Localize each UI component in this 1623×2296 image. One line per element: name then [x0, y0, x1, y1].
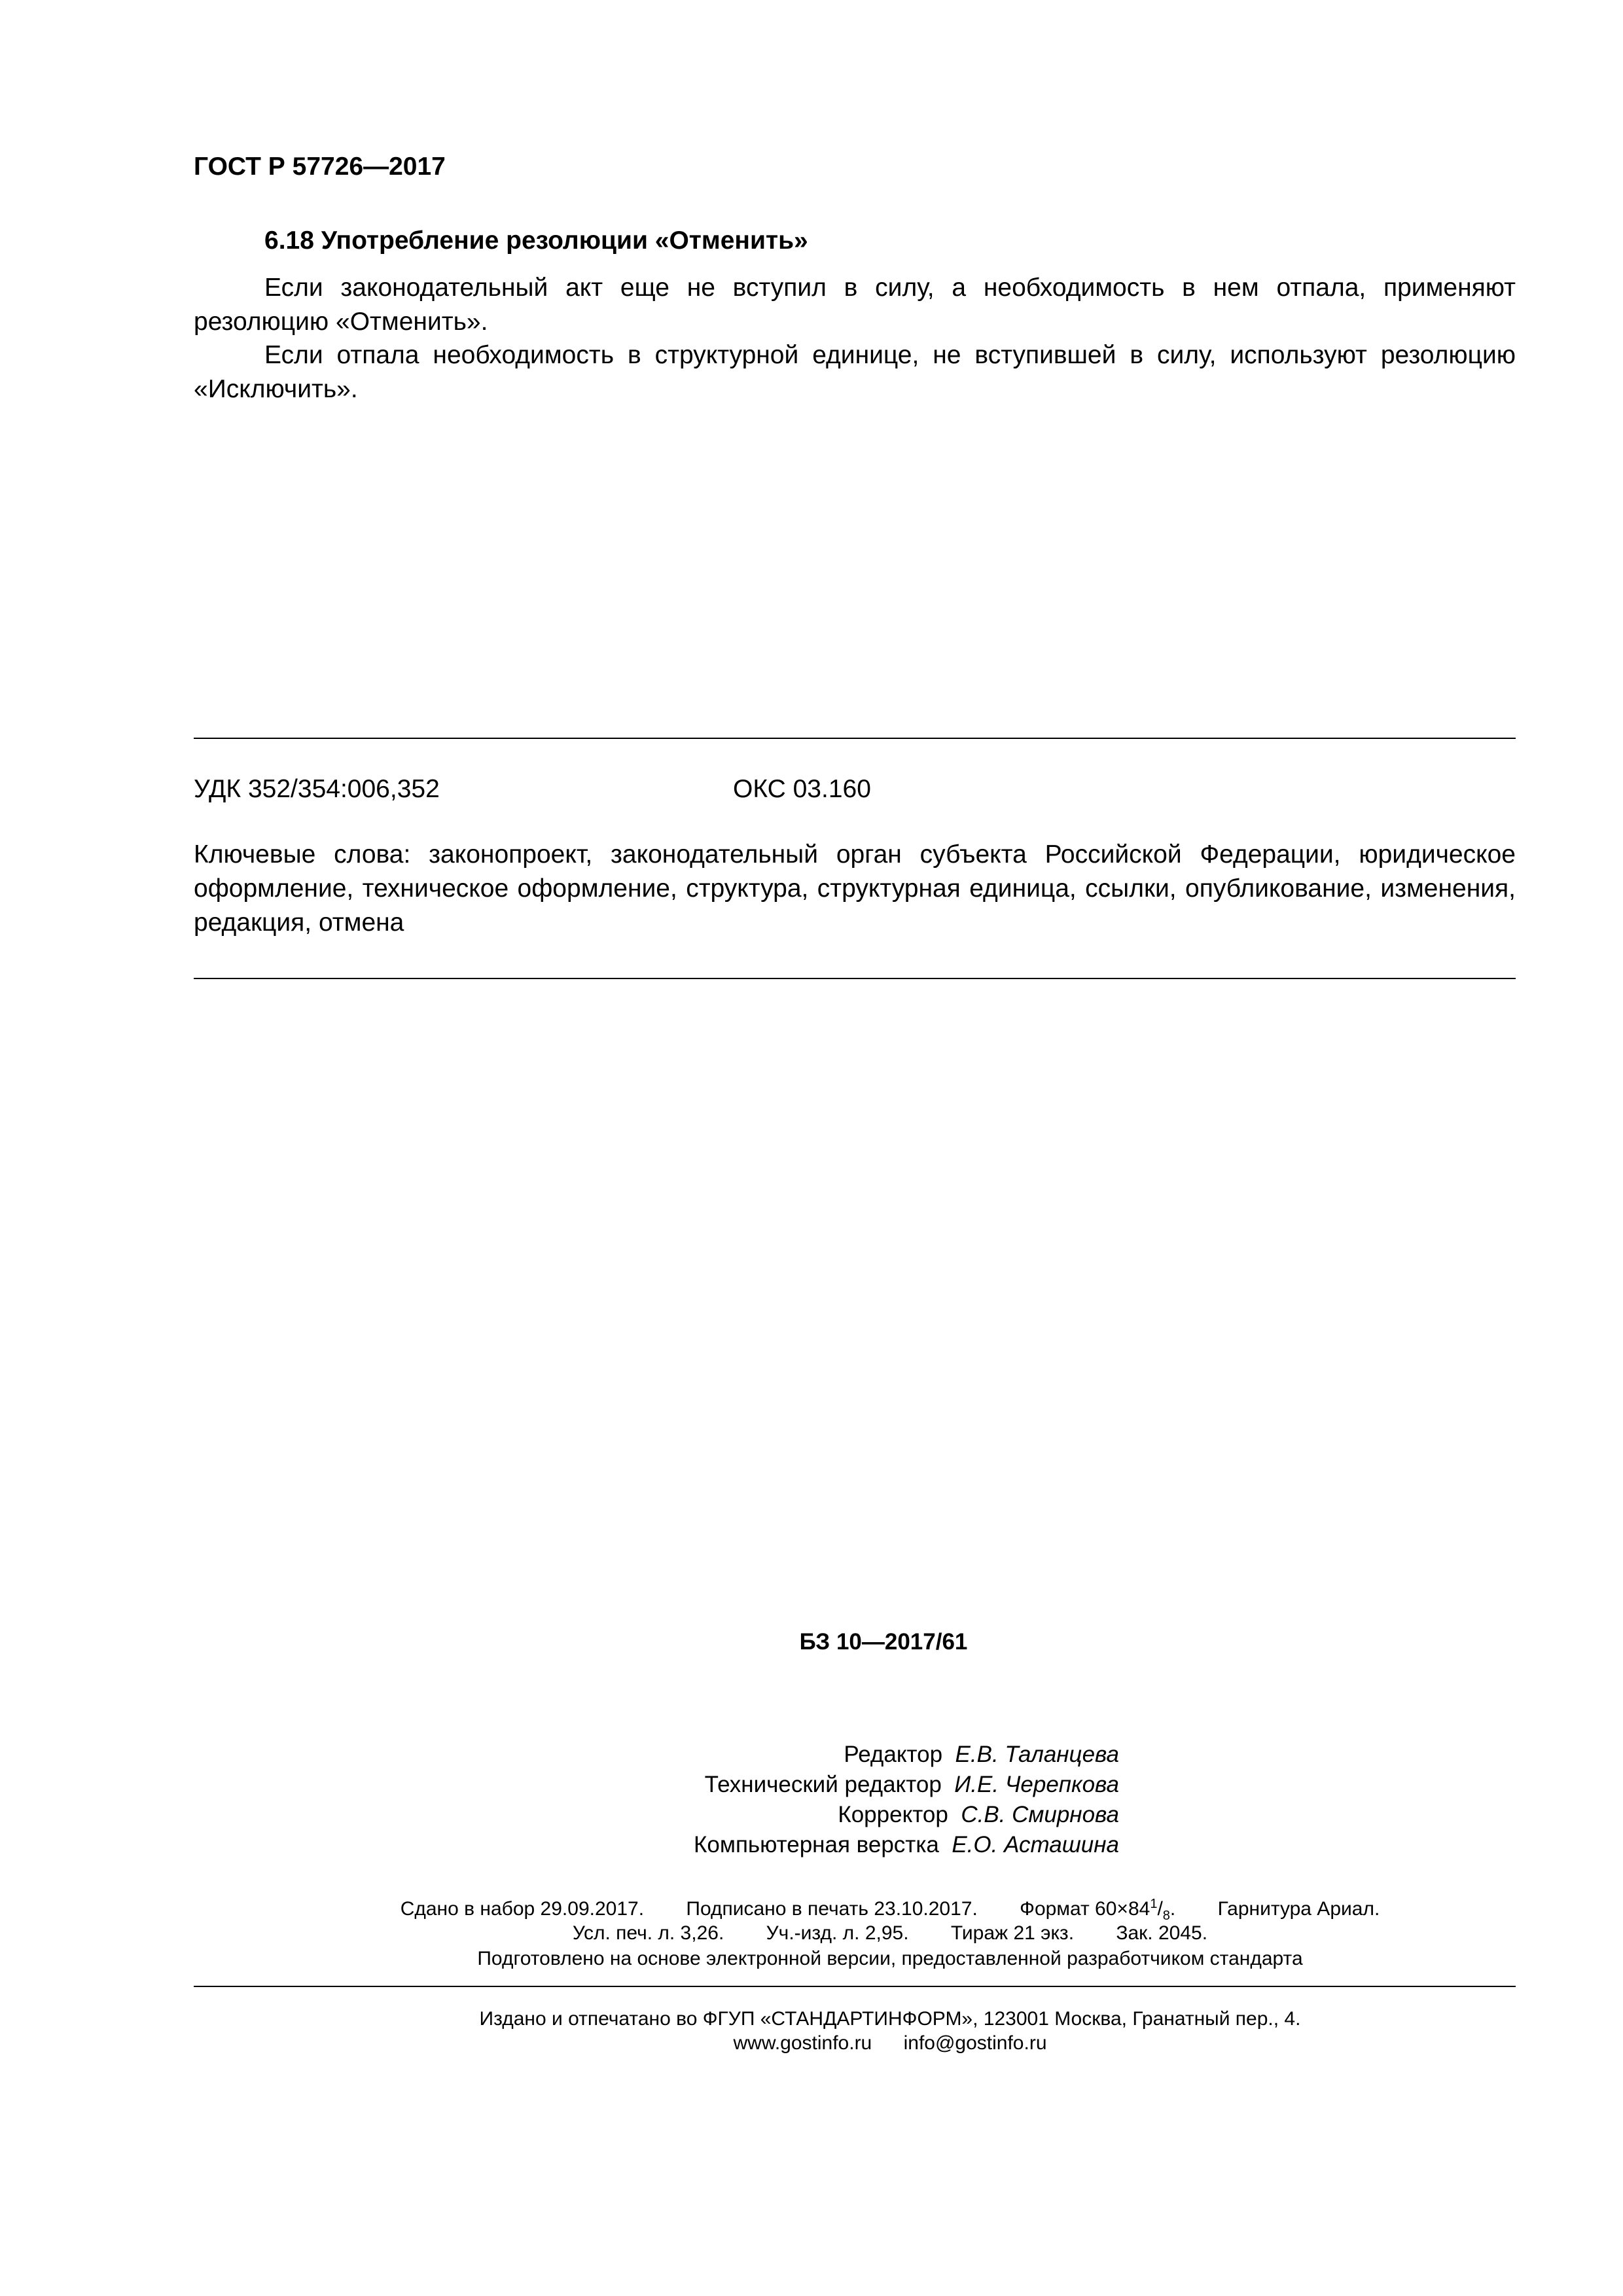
- section-title: 6.18 Употребление резолюции «Отменить»: [264, 226, 808, 255]
- publisher-info: Издано и отпечатано во ФГУП «СТАНДАРТИНФОРМ», 123001 Москва, Гранатный пер., 4.: [479, 2008, 1301, 2030]
- divider-top: [194, 738, 1516, 739]
- print-sheets: Усл. печ. л. 3,26.: [572, 1922, 724, 1944]
- document-code: ГОСТ Р 57726—2017: [194, 152, 446, 181]
- circulation: Тираж 21 экз.: [950, 1922, 1075, 1944]
- paragraph-1: Если законодательный акт еще не вступил в силу, а необходимость в нем отпала, применяют резолюцию «Отменить».: [194, 274, 1516, 336]
- keywords: Ключевые слова: законопроект, законодательный орган субъекта Российской Федерации, юридическое оформление, техническое оформление, структура, структурная единица, ссылки, опубликование, изменения, редакция, отмена: [194, 840, 1516, 937]
- credit-line: [458, 1830, 1119, 1860]
- credit-name: Е.В. Таланцева: [955, 1742, 1119, 1767]
- credit-role: Компьютерная верстка: [694, 1832, 939, 1857]
- credits-block: [458, 1740, 1119, 1860]
- credit-line: [458, 1770, 1119, 1800]
- oks-code: ОКС 03.160: [733, 775, 871, 803]
- divider-middle: [194, 978, 1516, 979]
- publisher-contacts: [301, 2031, 1479, 2055]
- imprint-line-1: [301, 1897, 1479, 1921]
- bz-number: БЗ 10—2017/61: [799, 1629, 968, 1655]
- publication-sheets: Уч.-изд. л. 2,95.: [766, 1922, 909, 1944]
- imprint-line-2: [301, 1921, 1479, 1945]
- divider-bottom: [194, 1986, 1516, 1987]
- typeface: Гарнитура Ариал.: [1217, 1898, 1380, 1920]
- credit-role: Редактор: [844, 1742, 943, 1767]
- format: Формат $60\times 84^1/_8$.: [1020, 1897, 1176, 1923]
- signed-date: Подписано в печать 23.10.2017.: [686, 1898, 978, 1920]
- credit-name: Е.О. Асташина: [952, 1832, 1119, 1857]
- credit-line: [458, 1740, 1119, 1770]
- credit-line: [458, 1800, 1119, 1830]
- credit-name: И.Е. Черепкова: [954, 1772, 1119, 1797]
- email-link[interactable]: info@gostinfo.ru: [903, 2032, 1047, 2054]
- udk-code: УДК 352/354:006,352: [194, 775, 440, 803]
- credit-role: Корректор: [838, 1802, 948, 1827]
- credit-role: Технический редактор: [704, 1772, 942, 1797]
- credit-name: С.В. Смирнова: [961, 1802, 1119, 1827]
- prepared-note: Подготовлено на основе электронной версии, предоставленной разработчиком стандарта: [477, 1948, 1303, 1969]
- submitted-date: Сдано в набор 29.09.2017.: [400, 1898, 645, 1920]
- order-number: Зак. 2045.: [1116, 1922, 1208, 1944]
- website-link[interactable]: www.gostinfo.ru: [733, 2032, 872, 2054]
- paragraph-2: Если отпала необходимость в структурной единице, не вступившей в силу, используют резолюцию «Исключить».: [194, 341, 1516, 403]
